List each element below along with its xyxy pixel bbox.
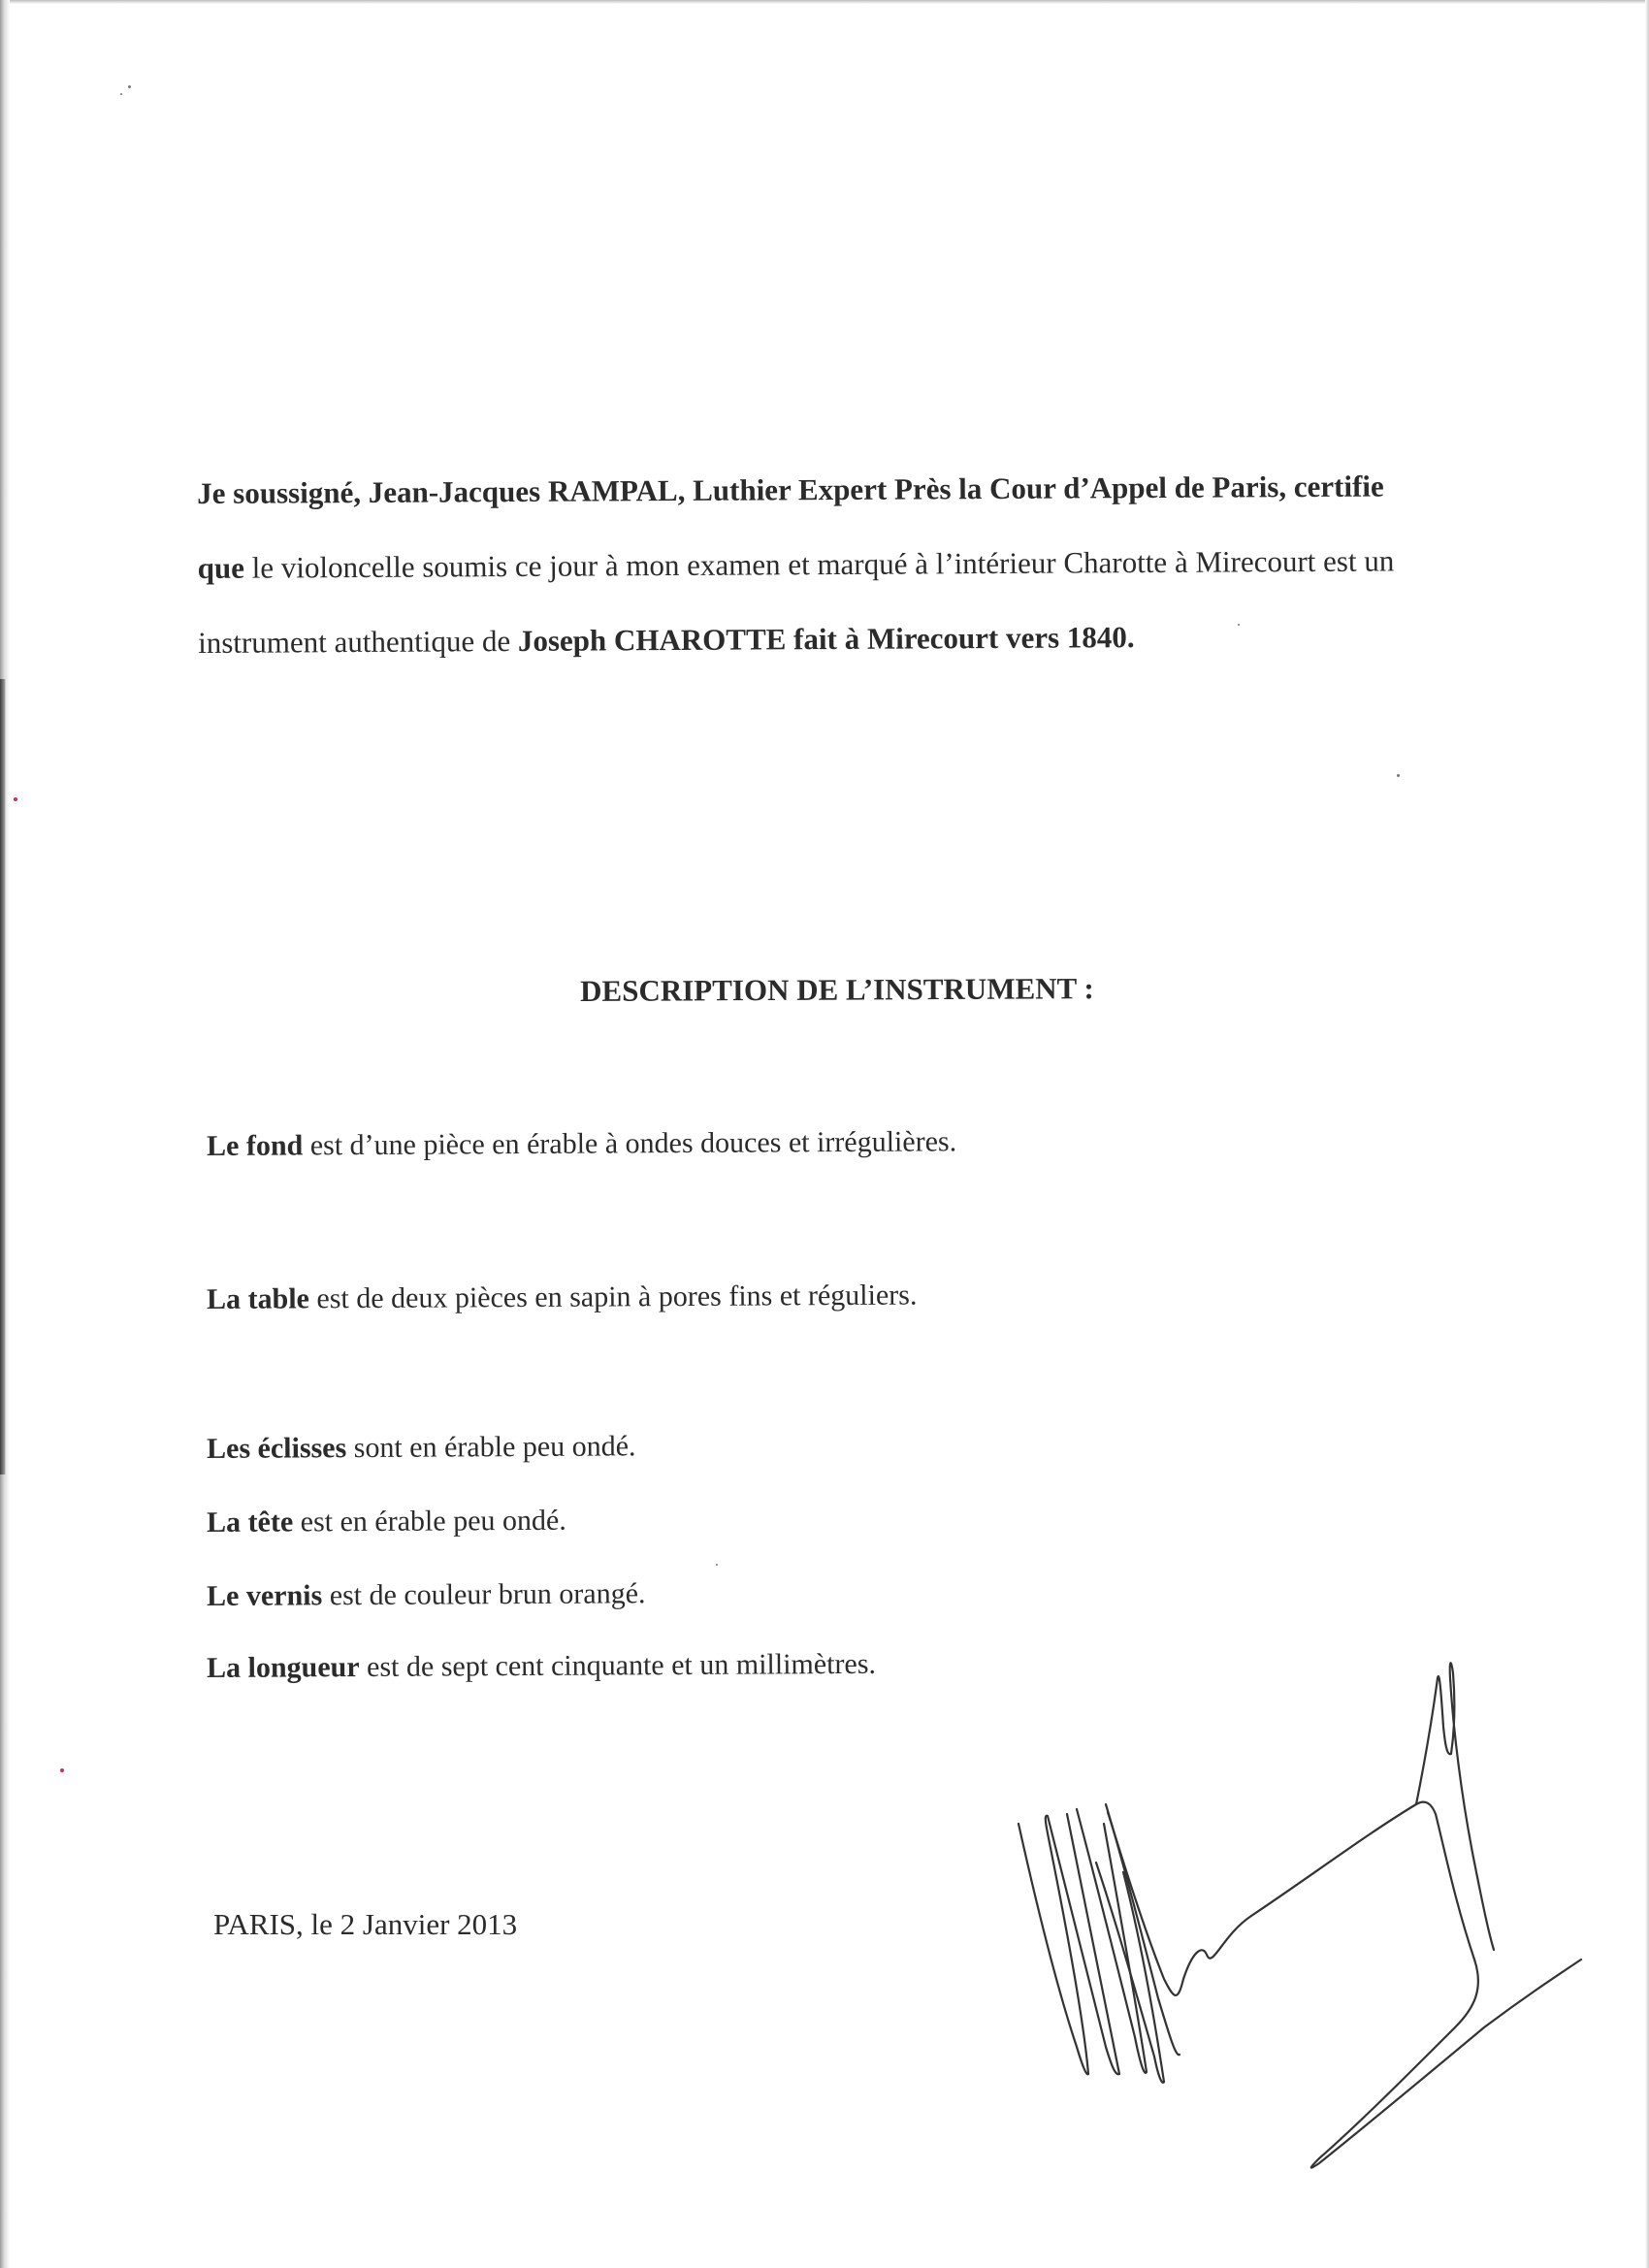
certification-line-3-text: instrument authentique de [198, 623, 519, 660]
scan-edge-top [0, 0, 1649, 4]
description-text: est de couleur brun orangé. [322, 1577, 646, 1612]
certification-line-3 [198, 598, 1517, 680]
scan-speck [120, 93, 122, 95]
certification-line-2-text: le violoncelle soumis ce jour à mon examen et marqué à l’intérieur Charotte à Mirecourt est un [243, 543, 1395, 585]
description-ribs [207, 1430, 636, 1466]
certification-line-2 [197, 523, 1516, 605]
description-term: Le fond [207, 1129, 304, 1162]
description-term: La tête [207, 1506, 294, 1539]
scan-edge-right [1645, 0, 1649, 2268]
description-term: La table [207, 1282, 310, 1315]
certification-paragraph [197, 448, 1517, 680]
description-text: est de sept cent cinquante et un millimètres. [359, 1647, 877, 1684]
description-length [207, 1648, 876, 1685]
description-text: sont en érable peu ondé. [346, 1430, 636, 1465]
place-date-line: PARIS, le 2 Janvier 2013 [213, 1907, 518, 1941]
signature-image [999, 1639, 1600, 2183]
scan-speck [716, 1564, 718, 1566]
certification-que: que [197, 550, 245, 585]
description-term: Les éclisses [207, 1432, 347, 1465]
description-heading: DESCRIPTION DE L’INSTRUMENT : [580, 971, 1094, 1008]
description-term: La longueur [207, 1651, 360, 1684]
description-text: est en érable peu ondé. [293, 1504, 566, 1539]
description-top [207, 1280, 918, 1316]
description-term: Le vernis [207, 1579, 323, 1612]
scan-edge-shadow [0, 679, 6, 1474]
description-head [207, 1505, 566, 1539]
scan-speck [14, 797, 17, 801]
scan-speck [128, 85, 131, 88]
scan-speck [60, 1768, 64, 1772]
scan-speck [1397, 774, 1400, 777]
description-back [207, 1125, 956, 1163]
maker-attribution: Joseph CHAROTTE fait à Mirecourt vers 1840. [517, 620, 1135, 658]
description-text: est de deux pièces en sapin à pores fins et réguliers. [308, 1279, 918, 1315]
certification-line-1: Je soussigné, Jean-Jacques RAMPAL, Luthier Expert Près la Cour d’Appel de Paris, certifie [197, 469, 1384, 510]
description-varnish [207, 1577, 646, 1613]
description-text: est d’une pièce en érable à ondes douces et irrégulières. [303, 1125, 957, 1162]
